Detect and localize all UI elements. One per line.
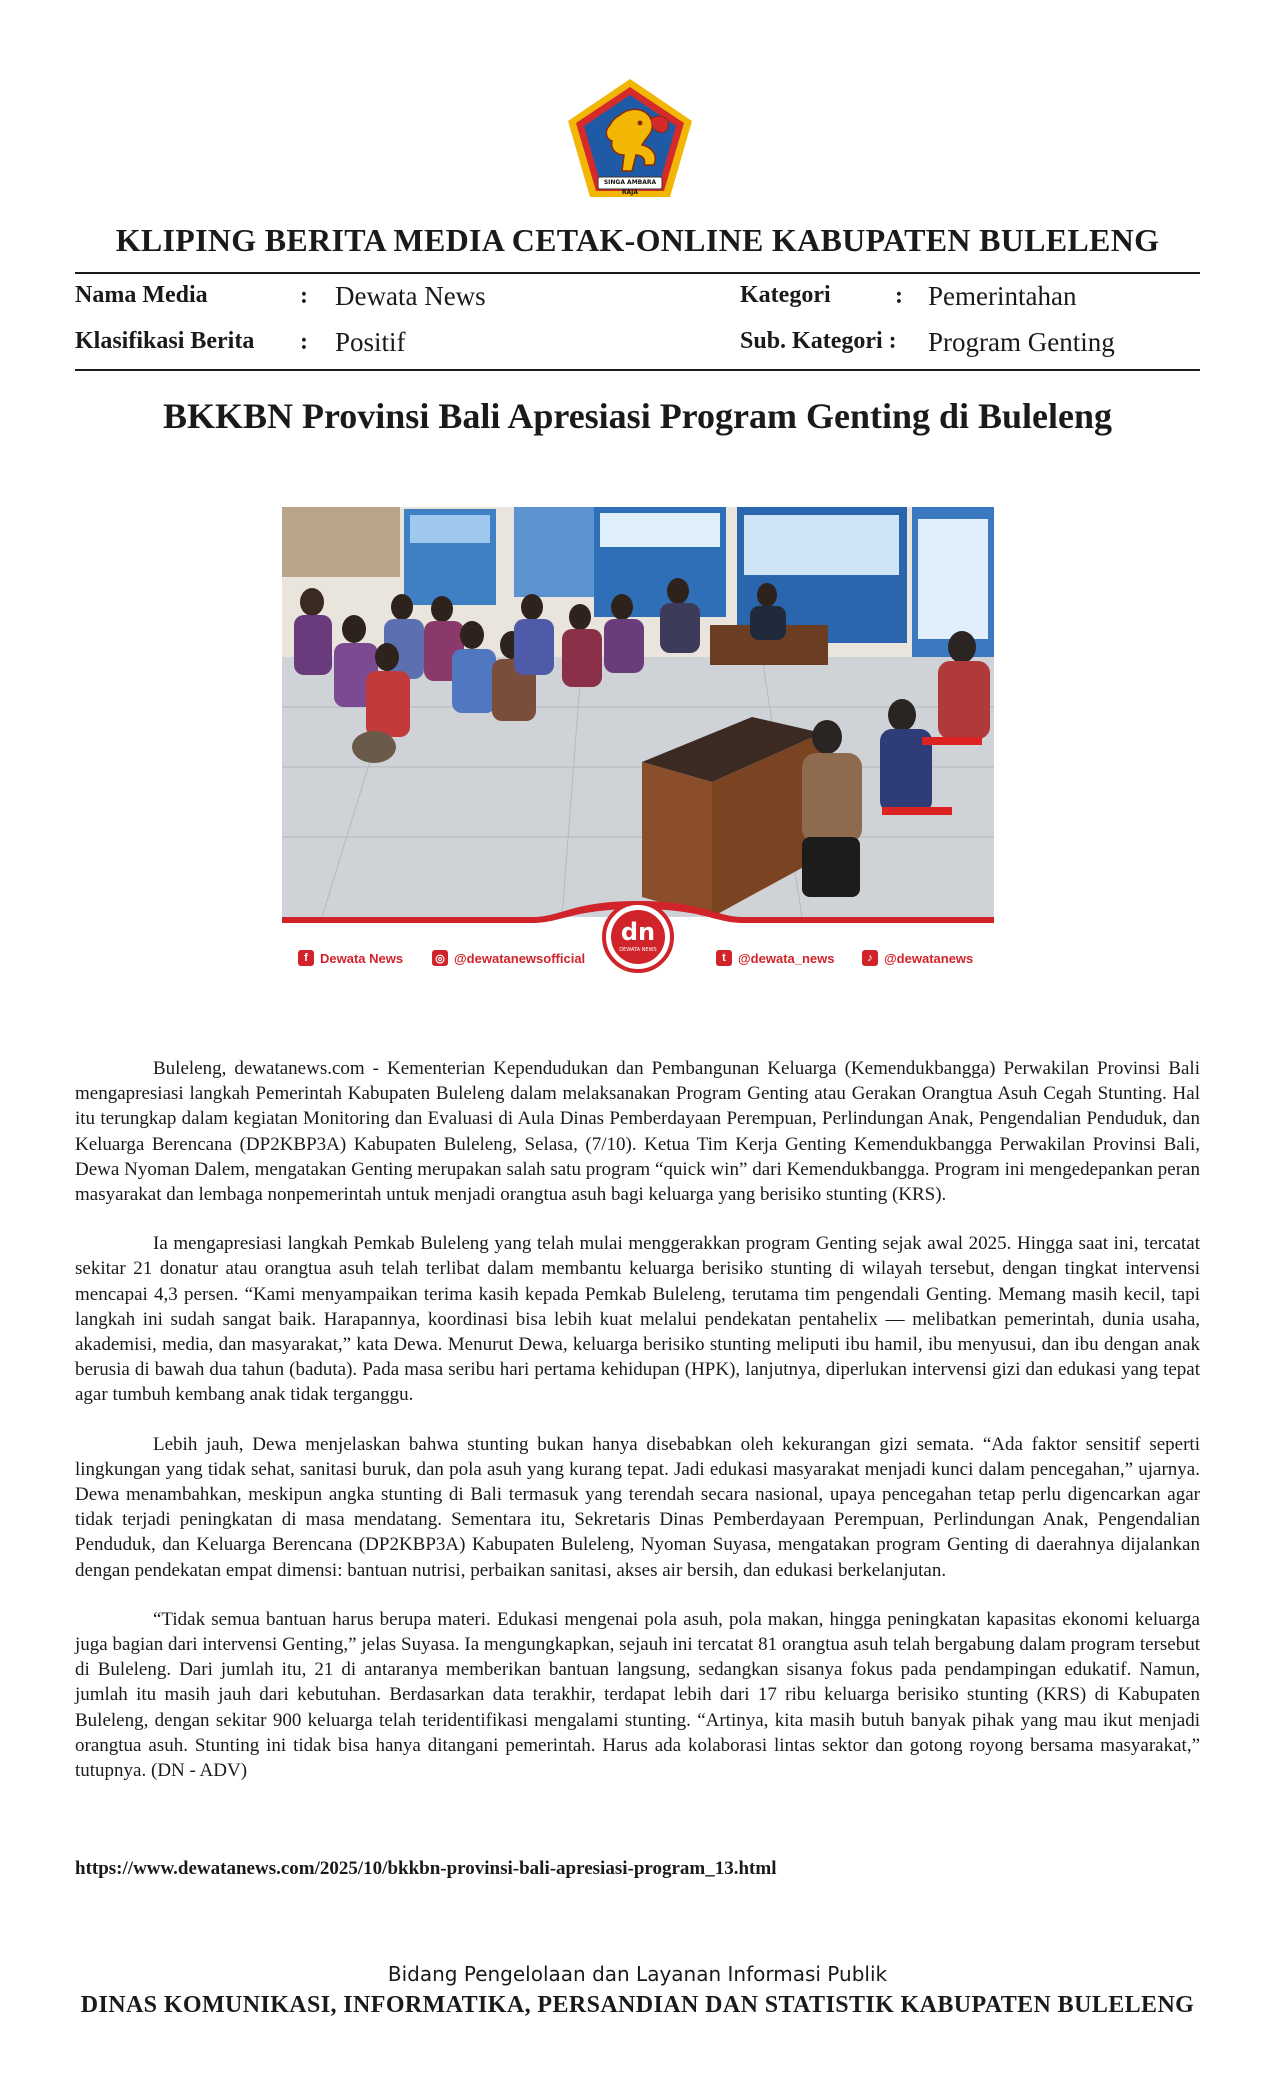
dewata-news-badge-text: dn (620, 918, 656, 946)
instagram-icon: ◎ (432, 950, 448, 966)
footer-organization: DINAS KOMUNIKASI, INFORMATIKA, PERSANDIAN DAN STATISTIK KABUPATEN BULELENG (80, 1992, 1195, 2018)
header-rule-top (75, 272, 1200, 274)
footer-department: Bidang Pengelolaan dan Layanan Informasi Publik (387, 1962, 888, 1986)
social-tiktok-label: @dewatanews (884, 950, 974, 966)
regency-crest-logo (562, 75, 698, 201)
header-rule-bottom (75, 369, 1200, 371)
source-url-link[interactable]: https://www.dewatanews.com/2025/10/bkkbn-provinsi-bali-apresiasi-program_13.html (75, 1858, 777, 1879)
media-label: Nama Media (75, 282, 208, 308)
subkategori-label: Sub. Kategori : (740, 328, 897, 354)
article-paragraph-2: Ia mengapresiasi langkah Pemkab Buleleng yang telah mulai menggerakkan program Genting sejak awal 2025. Hingga saat ini, tercatat sekitar 21 donatur atau orangtua asuh telah terlibat dalam membantu keluarga berisiko stunting di wilayah tersebut, dengan tingkat intervensi mencapai 4,3 persen. “Kami menyampaikan terima kasih kepada Pemkab Buleleng, terutama tim pengendali Genting. Memang masih kecil, tapi langkah ini sudah sangat baik. Harapannya, koordinasi bisa lebih kuat melalui pendekatan pentahelix — melibatkan pemerintah, dunia usaha, akademisi, media, dan masyarakat,” kata Dewa. Menurut Dewa, keluarga berisiko stunting meliputi ibu hamil, ibu menyusui, dan ibu dengan anak berusia di bawah dua tahun (baduta). Pada masa seribu hari pertama kehidupan (HPK), lanjutnya, diperlukan intervensi gizi dan edukasi yang tepat agar tumbuh kembang anak tidak terganggu. (75, 1233, 1200, 1406)
klasifikasi-colon: : (300, 329, 308, 355)
klasifikasi-label: Klasifikasi Berita (75, 328, 255, 354)
article-body (75, 1056, 1200, 1807)
social-twitter-label: @dewata_news (738, 950, 835, 966)
article-paragraph-1: Buleleng, dewatanews.com - Kementerian Kependudukan dan Pembangunan Keluarga (Kemendukbangga) Perwakilan Provinsi Bali mengapresiasi langkah Pemerintah Kabupaten Buleleng dalam melaksanakan Program Genting atau Gerakan Orangtua Asuh Cegah Stunting. Hal itu terungkap dalam kegiatan Monitoring dan Evaluasi di Aula Dinas Pemberdayaan Perempuan, Perlindungan Anak, Pengendalian Penduduk, dan Keluarga Berencana (DP2KBP3A) Kabupaten Buleleng, Selasa, (7/10). Ketua Tim Kerja Genting Kemendukbangga Perwakilan Provinsi Bali, Dewa Nyoman Dalem, mengatakan Genting merupakan salah satu program “quick win” dari Kemendukbangga. Program ini mengedepankan peran masyarakat dan lembaga nonpemerintah untuk menjadi orangtua asuh bagi keluarga yang berisiko stunting (KRS). (75, 1058, 1200, 1206)
social-twitter[interactable] (716, 947, 835, 969)
article-paragraph-3: Lebih jauh, Dewa menjelaskan bahwa stunting bukan hanya disebabkan oleh kekurangan gizi semata. “Ada faktor sensitif seperti lingkungan yang tidak sehat, sanitasi buruk, dan pola asuh yang kurang tepat. Jadi edukasi masyarakat menjadi kunci dalam pencegahan,” ujarnya. Dewa menambahkan, meskipun angka stunting di Bali termasuk yang terendah secara nasional, upaya pencegahan tetap perlu digencarkan agar tidak terjadi peningkatan di masa mendatang. Sementara itu, Sekretaris Dinas Pemberdayaan Perempuan, Perlindungan Anak, Pengendalian Penduduk, dan Keluarga Berencana (DP2KBP3A) Kabupaten Buleleng, Nyoman Suyasa, mengatakan program Genting di daerahnya dijalankan dengan pendekatan empat dimensi: bantuan nutrisi, perbaikan sanitasi, akses air bersih, dan edukasi berkelanjutan. (75, 1433, 1200, 1581)
media-value: Dewata News (335, 281, 486, 311)
social-tiktok[interactable] (862, 947, 973, 969)
twitter-icon: t (716, 950, 732, 966)
subkategori-value: Program Genting (928, 327, 1115, 357)
dewata-news-badge-sub: DEWATA NEWS (619, 947, 657, 953)
article-title: BKKBN Provinsi Bali Apresiasi Program Genting di Buleleng (162, 396, 1113, 436)
clipping-header-title: KLIPING BERITA MEDIA CETAK-ONLINE KABUPATEN BULELENG (115, 222, 1160, 258)
kategori-value: Pemerintahan (928, 281, 1077, 311)
article-photo (282, 507, 994, 981)
social-facebook[interactable] (298, 947, 403, 969)
kategori-colon: : (895, 283, 903, 309)
social-instagram[interactable] (432, 947, 585, 969)
social-instagram-label: @dewatanewsofficial (454, 950, 586, 966)
tiktok-icon: ♪ (862, 950, 878, 966)
social-facebook-label: Dewata News (320, 950, 404, 966)
klasifikasi-value: Positif (335, 327, 406, 357)
crest-ribbon-text: SINGA AMBARA RAJA (603, 179, 657, 196)
kategori-label: Kategori (740, 282, 831, 308)
media-colon: : (300, 283, 308, 309)
facebook-icon: f (298, 950, 314, 966)
article-paragraph-4: “Tidak semua bantuan harus berupa materi. Edukasi mengenai pola asuh, pola makan, hingga peningkatan kapasitas ekonomi keluarga juga bagian dari intervensi Genting,” jelas Suyasa. Ia mengungkapkan, sejauh ini tercatat 81 orangtua asuh telah bergabung dalam program tersebut di Buleleng. Dari jumlah itu, 21 di antaranya memberikan bantuan langsung, sedangkan sisanya fokus pada pendampingan edukatif. Namun, jumlah itu masih jauh dari kebutuhan. Berdasarkan data terakhir, terdapat lebih dari 17 ribu keluarga berisiko stunting (KRS) di Kabupaten Buleleng, dengan sekitar 900 keluarga telah teridentifikasi mengalami stunting. “Artinya, kita masih butuh banyak pihak yang mau ikut menjadi orangtua asuh. Stunting ini tidak bisa hanya ditangani pemerintah. Harus ada kolaborasi lintas sektor dan gotong royong bersama masyarakat,” tutupnya. (DN - ADV) (75, 1608, 1200, 1782)
